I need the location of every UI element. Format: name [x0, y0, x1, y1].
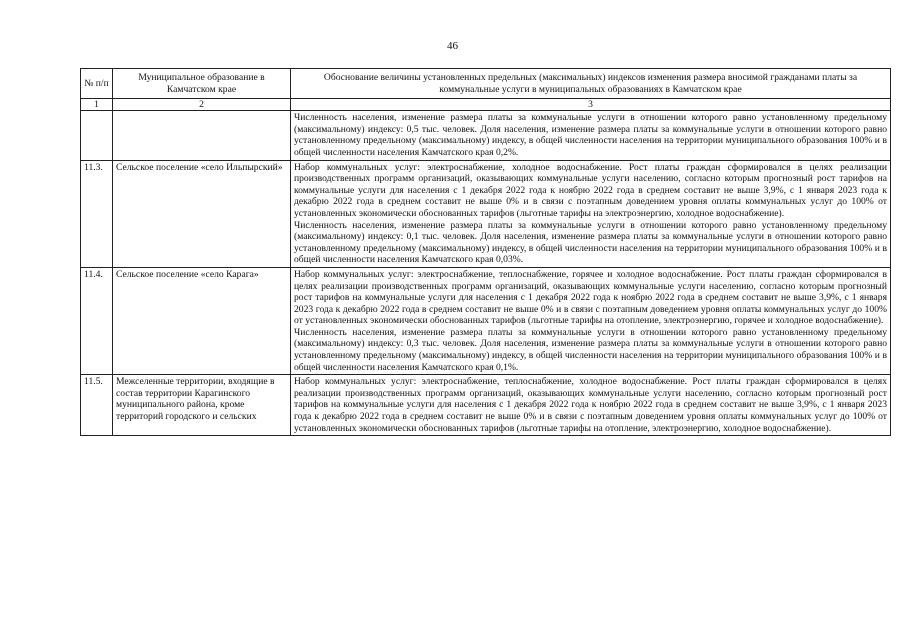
row-number: 11.3.	[81, 160, 113, 267]
table-row	[81, 267, 891, 374]
table-row-continuation	[81, 111, 891, 160]
page-number: 46	[447, 40, 458, 52]
row-number: 11.4.	[81, 267, 113, 374]
table-header-row	[81, 69, 891, 99]
justification-paragraph: Численность населения, изменение размера платы за коммунальные услуги в отношении которого равно установленному предельному (максимальному) индексу: 0,3 тыс. человек. Доля населения, изменение размера платы за коммунальные услуги в отношении которого равно установленному предельному (максимальному) индексу, в общей численности населения на территории муниципального образования 100% и в общей численности населения Камчатского края 0,1%.	[294, 326, 887, 373]
row-municipality: Сельское поселение «село Карага»	[113, 267, 291, 374]
row-municipality	[113, 111, 291, 160]
tariff-index-table	[80, 68, 891, 436]
column-index-row	[81, 99, 891, 111]
justification-paragraph: Набор коммунальных услуг: электроснабжение, теплоснабжение, горячее и холодное водоснабжение. Рост платы граждан сформировался в целях реализации производственных программ организаций, оказывающих коммунальные услуги населению, согласно которым прогнозный рост тарифов на коммунальные услуги для населения с 1 декабря 2022 года к ноябрю 2022 года в среднем составит не выше 3,9%, с 1 января 2023 года к декабрю 2022 года в среднем составит не выше 0% и в связи с поэтапным доведением уровня оплаты коммунальных услуг до 100% от установленных экономически обоснованных тарифов (льготные тарифы на отопление, электроэнергию, горячее и холодное водоснабжение).	[294, 268, 887, 327]
row-number	[81, 111, 113, 160]
header-num: № п/п	[81, 69, 113, 99]
header-justification: Обоснование величины установленных предельных (максимальных) индексов изменения размера вносимой гражданами платы за коммунальные услуги в муниципальных образованиях в Камчатском крае	[291, 69, 891, 99]
column-index: 1	[81, 99, 113, 111]
table-row	[81, 160, 891, 267]
row-justification	[291, 375, 891, 436]
justification-paragraph: Численность населения, изменение размера платы за коммунальные услуги в отношении которого равно установленному предельному (максимальному) индексу: 0,5 тыс. человек. Доля населения, изменение размера платы за коммунальные услуги в отношении которого равно установленному предельному (максимальному) индексу, в общей численности населения на территории муниципального образования 100% и в общей численности населения Камчатского края 0,2%.	[294, 112, 887, 158]
column-index: 3	[291, 99, 891, 111]
justification-paragraph: Численность населения, изменение размера платы за коммунальные услуги в отношении которого равно установленному предельному (максимальному) индексу: 0,1 тыс. человек. Доля населения, изменение размера платы за коммунальные услуги в отношении которого равно установленному предельному (максимальному) индексу, в общей численности населения на территории муниципального образования 100% и в общей численности населения Камчатского края 0,03%.	[294, 219, 887, 266]
justification-paragraph: Набор коммунальных услуг: электроснабжение, холодное водоснабжение. Рост платы граждан сформировался в целях реализации производственных программ организаций, оказывающих коммунальные услуги населению, согласно которым прогнозный рост тарифов на коммунальные услуги для населения с 1 декабря 2022 года к ноябрю 2022 года в среднем составит не выше 3,9%, с 1 января 2023 года к декабрю 2022 года в среднем составит не выше 0% и в связи с поэтапным доведением уровня оплаты коммунальных услуг до 100% от установленных экономически обоснованных тарифов (льготные тарифы на электроэнергию, холодное водоснабжение).	[294, 161, 887, 219]
row-municipality: Межселенные территории, входящие в состав территории Карагинского муниципального района, кроме территорий городского и сельских	[113, 375, 291, 436]
row-justification	[291, 111, 891, 160]
row-municipality: Сельское поселение «село Ильпырский»	[113, 160, 291, 267]
row-number: 11.5.	[81, 375, 113, 436]
row-justification	[291, 160, 891, 267]
table-row	[81, 375, 891, 436]
justification-paragraph: Набор коммунальных услуг: электроснабжение, теплоснабжение, холодное водоснабжение. Рост платы граждан сформировался в целях реализации производственных программ организаций, оказывающих коммунальные услуги населению, согласно которым прогнозный рост тарифов на коммунальные услуги для населения с 1 декабря 2022 года к ноябрю 2022 года в среднем составит не выше 3,9%, с 1 января 2023 года к декабрю 2022 года в среднем составит не выше 0% и в связи с поэтапным доведением уровня оплаты коммунальных услуг до 100% от установленных экономически обоснованных тарифов (льготные тарифы на отопление, электроэнергию, холодное водоснабжение).	[294, 376, 887, 434]
row-justification	[291, 267, 891, 374]
header-municipality: Муниципальное образование в Камчатском крае	[113, 69, 291, 99]
column-index: 2	[113, 99, 291, 111]
